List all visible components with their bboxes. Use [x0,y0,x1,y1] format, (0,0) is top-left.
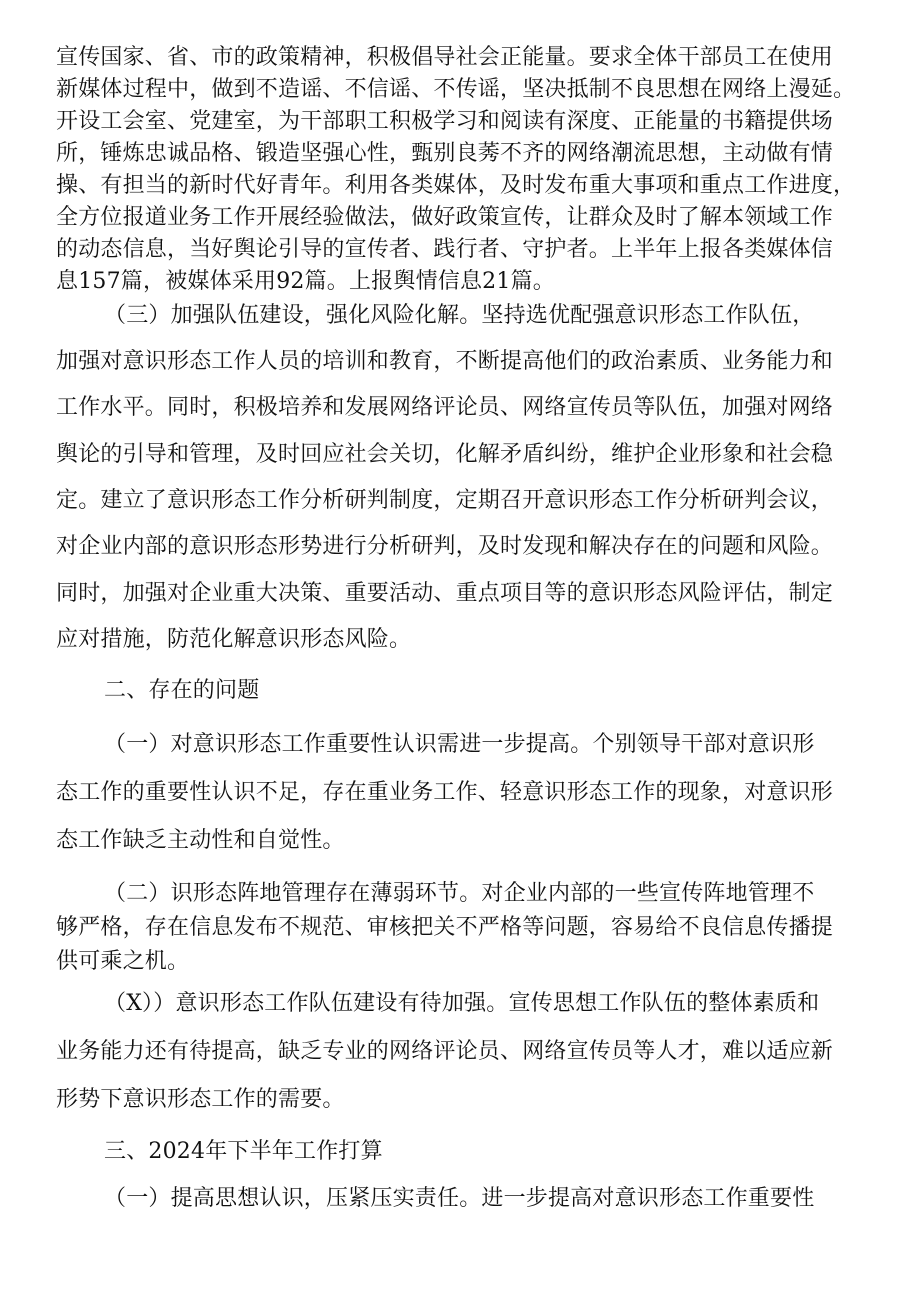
text-line: 业务能力还有待提高，缺乏专业的网络评论员、网络宣传员等人才，难以适应新 [56,1039,834,1064]
text-line: （X））意识形态工作队伍建设有待加强。宣传思想工作队伍的整体素质和 [104,991,820,1016]
text-line: 开设工会室、党建室，为干部职工积极学习和阅读有深度、正能量的书籍提供场 [56,109,834,134]
text-line: 对企业内部的意识形态形势进行分析研判，及时发现和解决存在的问题和风险。 [56,534,834,559]
text-line: 的动态信息，当好舆论引导的宣传者、践行者、守护者。上半年上报各类媒体信 [56,237,834,262]
section-heading-problems: 二、存在的问题 [104,678,260,703]
text-line: 新媒体过程中，做到不造谣、不信谣、不传谣，坚决抵制不良思想在网络上漫延。 [56,77,856,102]
text-line: 同时，加强对企业重大决策、重要活动、重点项目等的意识形态风险评估，制定 [56,581,834,606]
text-line: 宣传国家、省、市的政策精神，积极倡导社会正能量。要求全体干部员工在使用 [56,45,834,70]
text-line: （一）对意识形态工作重要性认识需进一步提高。个别领导干部对意识形 [104,732,815,757]
text-line: 态工作缺乏主动性和自觉性。 [56,828,345,853]
text-line: （一）提高思想认识，压紧压实责任。进一步提高对意识形态工作重要性 [104,1186,815,1211]
text-line: （三）加强队伍建设，强化风险化解。坚持选优配强意识形态工作队伍， [104,303,815,328]
text-line: （二）识形态阵地管理存在薄弱环节。对企业内部的一些宣传阵地管理不 [104,881,815,906]
text-line: 够严格，存在信息发布不规范、审核把关不严格等问题，容易给不良信息传播提 [56,915,834,940]
text-line: 定。建立了意识形态工作分析研判制度，定期召开意识形态工作分析研判会议， [56,488,834,513]
text-line: 形势下意识形态工作的需要。 [56,1087,345,1112]
section-heading-plan: 三、2024年下半年工作打算 [104,1139,383,1164]
text-line: 态工作的重要性认识不足，存在重业务工作、轻意识形态工作的现象，对意识形 [56,780,834,805]
text-line: 所，锤炼忠诚品格、锻造坚强心性，甄别良莠不齐的网络潮流思想，主动做有情 [56,141,834,166]
text-line: 供可乘之机。 [56,949,190,974]
text-line: 加强对意识形态工作人员的培训和教育，不断提高他们的政治素质、业务能力和 [56,349,834,374]
text-line: 息157篇，被媒体采用92篇。上报舆情信息21篇。 [56,269,555,294]
text-line: 全方位报道业务工作开展经验做法，做好政策宣传，让群众及时了解本领域工作 [56,205,834,230]
text-line: 舆论的引导和管理，及时回应社会关切，化解矛盾纠纷，维护企业形象和社会稳 [56,442,834,467]
text-line: 应对措施，防范化解意识形态风险。 [56,627,412,652]
text-line: 工作水平。同时，积极培养和发展网络评论员、网络宣传员等队伍，加强对网络 [56,395,834,420]
text-line: 操、有担当的新时代好青年。利用各类媒体，及时发布重大事项和重点工作进度， [56,173,856,198]
